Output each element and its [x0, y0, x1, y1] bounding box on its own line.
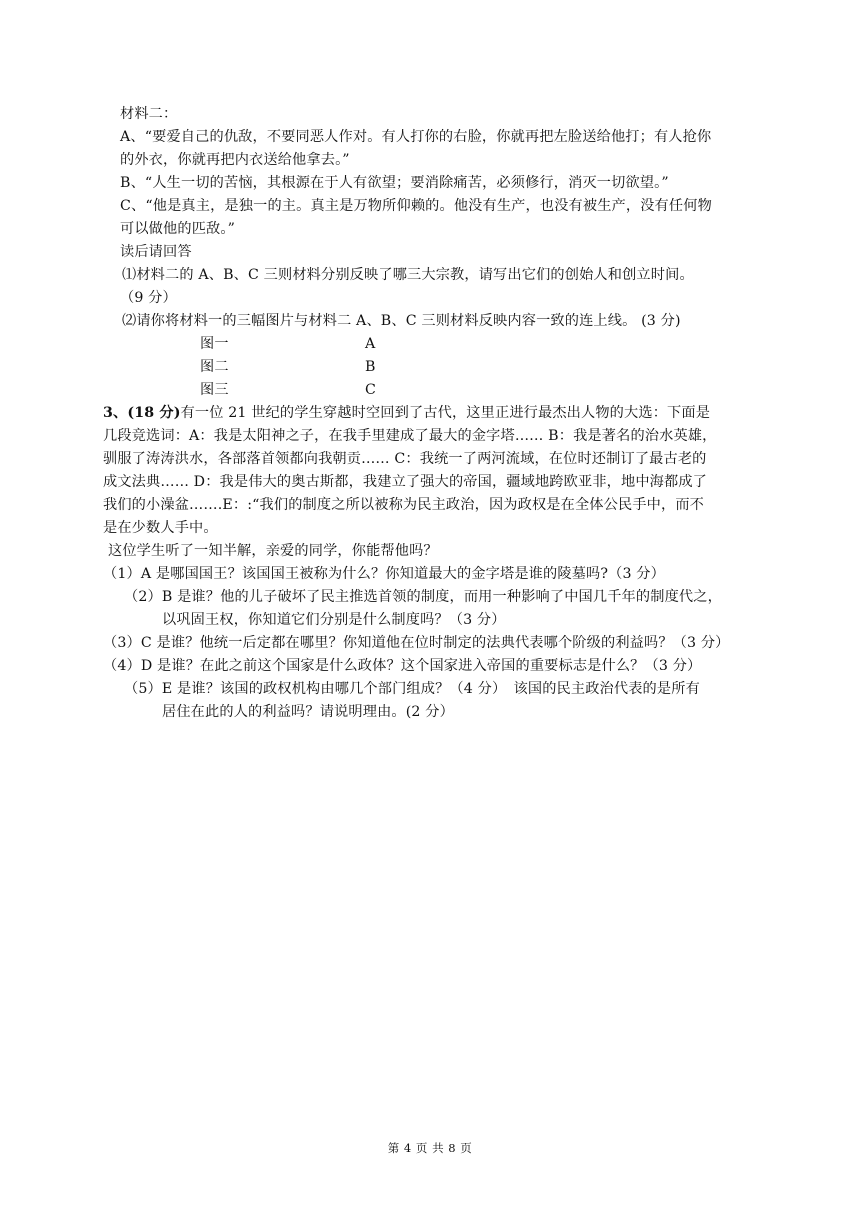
material2-a-line2: 的外衣，你就再把内衣送给他拿去。” [120, 152, 350, 168]
question3-line6: 是在少数人手中。 [103, 520, 218, 536]
material2-a-line1: A、“要爱自己的仇敌，不要同恶人作对。有人打你的右脸，你就再把左脸送给他打；有人抢你 [120, 129, 712, 145]
page-footer: 第 4 页 共 8 页 [387, 1141, 473, 1155]
question3-number: 3、(18 分) [103, 405, 181, 421]
match-right-item: A [365, 336, 376, 352]
match-right-item: C [365, 382, 377, 398]
subquestion-5-line2: 居住在此的人的利益吗？请说明理由。(2 分） [162, 704, 454, 720]
subquestion-5-line1: （5）E 是谁？该国的政权机构由哪几个部门组成？（4 分） 该国的民主政治代表的是所有 [124, 681, 700, 697]
subquestion-3: （3）C 是谁？他统一后定都在哪里？你知道他在位时制定的法典代表哪个阶级的利益吗？（3 分） [103, 635, 730, 651]
material2-heading: 材料二： [120, 106, 178, 122]
subquestion-4: （4）D 是谁？在此之前这个国家是什么政体？这个国家进入帝国的重要标志是什么？（3 分） [103, 658, 702, 674]
match-left-item: 图二 [200, 359, 229, 375]
question3-line1 [103, 403, 710, 423]
question2-line1: ⑵请你将材料一的三幅图片与材料二 A、B、C 三则材料反映内容一致的连上线。 (3 分) [122, 313, 681, 329]
question3-line1-text: 有一位 21 世纪的学生穿越时空回到了古代，这里正进行最杰出人物的大选：下面是 [180, 405, 711, 421]
material2-b-line1: B、“人生一切的苦恼，其根源在于人有欲望；要消除痛苦，必须修行，消灭一切欲望。” [120, 175, 669, 191]
question3-line2: 几段竞选词：A：我是太阳神之子，在我手里建成了最大的金字塔…… B：我是著名的治水英雄， [103, 428, 717, 444]
question3-line4: 成文法典…… D：我是伟大的奥古斯都，我建立了强大的帝国，疆域地跨欧亚非，地中海都成了 [103, 474, 708, 490]
read-answer-label: 读后请回答 [120, 244, 192, 260]
question1-line1: ⑴材料二的 A、B、C 三则材料分别反映了哪三大宗教，请写出它们的创始人和创立时间。 [122, 267, 694, 283]
match-right-item: B [365, 359, 376, 375]
subquestion-2-line1: （2）B 是谁？他的儿子破坏了民主推选首领的制度，而用一种影响了中国几千年的制度代之， [124, 589, 722, 605]
subquestion-1: （1）A 是哪国国王？该国国王被称为什么？你知道最大的金字塔是谁的陵墓吗?（3 分） [103, 566, 665, 582]
question3-line5: 我们的小澡盆…….E：:“我们的制度之所以被称为民主政治，因为政权是在全体公民手中，而不 [103, 497, 705, 513]
question3-intro: 这位学生听了一知半解，亲爱的同学，你能帮他吗？ [108, 543, 438, 559]
material2-c-line1: C、“他是真主，是独一的主。真主是万物所仰赖的。他没有生产，也没有被生产，没有任何物 [120, 198, 712, 214]
subquestion-2-line2: 以巩固王权，你知道它们分别是什么制度吗？（3 分） [162, 612, 506, 628]
question3-line3: 驯服了涛涛洪水，各部落首领都向我朝贡…… C：我统一了两河流域，在位时还制订了最古老的 [103, 451, 707, 467]
question1-line2: （9 分） [120, 290, 177, 306]
match-left-item: 图三 [200, 382, 229, 398]
match-left-item: 图一 [200, 336, 229, 352]
material2-c-line2: 可以做他的匹敌。” [120, 221, 236, 237]
